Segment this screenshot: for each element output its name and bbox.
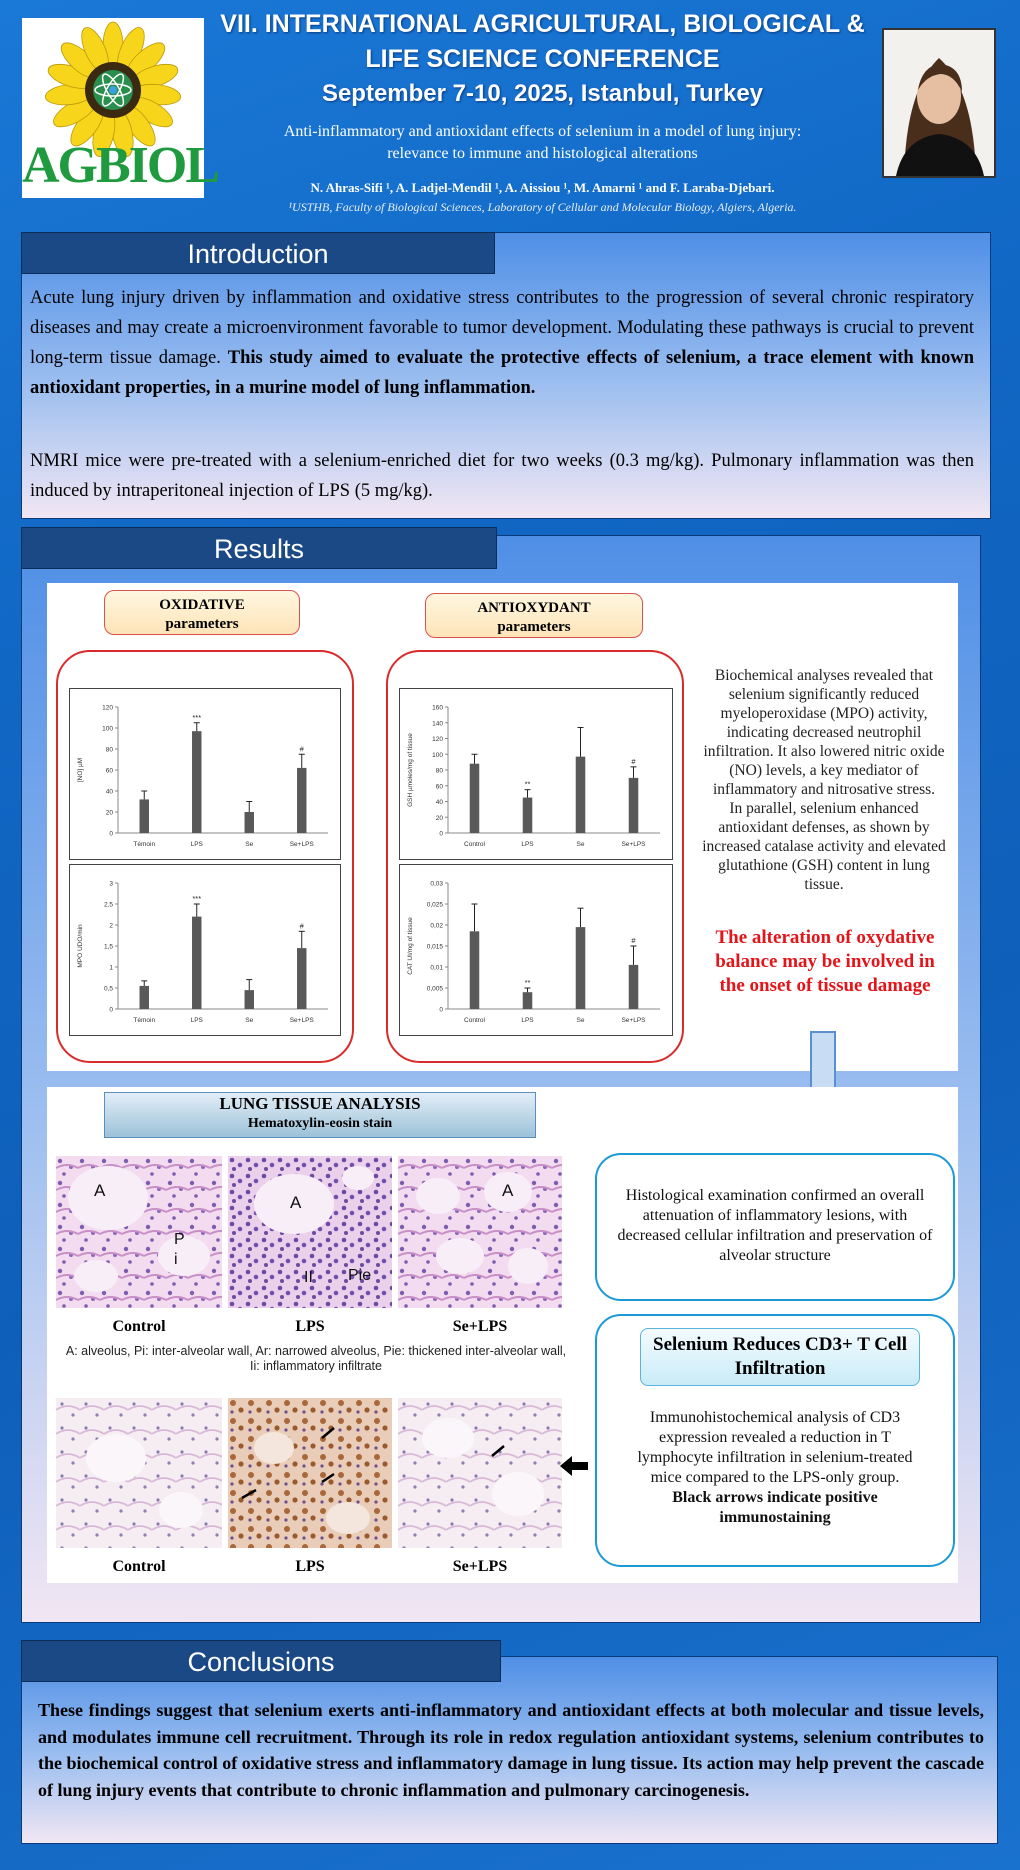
he-label-control: Control — [112, 1318, 166, 1335]
y-tick-label: 120 — [102, 704, 113, 712]
bar-se-lps — [629, 778, 639, 833]
x-tick-label: LPS — [521, 1017, 534, 1024]
cat-chart-svg — [400, 865, 672, 1035]
introduction-paragraph-1 — [30, 283, 974, 403]
y-axis-label: [NO] µM — [77, 757, 84, 783]
he-caption-line1: A: alveolus, Pi: inter-alveolar wall, Ar: narrowed alveolus, Pie: thickened inter-alveolar wall, — [65, 1344, 567, 1358]
introduction-paragraph-2: NMRI mice were pre-treated with a selenium-enriched diet for two weeks (0.3 mg/kg). Pulmonary inflammation was then induced by intraperitoneal injection of LPS (5 mg/kg). — [30, 451, 974, 501]
y-tick-label: 80 — [105, 746, 113, 754]
x-tick-label: Control — [464, 841, 485, 848]
introduction-heading: Introduction — [21, 232, 495, 274]
intro-text-normal: Acute lung injury driven by inflammation and oxidative stress contributes to the progression of several chronic respiratory diseases and may create a microenvironment favorable to tumor development. Modulating these pathways is crucial to prevent long-term tissue damage. — [30, 288, 974, 368]
x-tick-label: Se — [576, 841, 585, 848]
intro-text-bold: This study aimed to evaluate the protective effects of selenium, a trace element with known antioxidant properties, in a murine model of lung inflammation. — [30, 348, 974, 398]
micro-letter-pi-1: P — [174, 1231, 185, 1248]
micro-letter-a: A — [290, 1193, 302, 1212]
ihc-label-control: Control — [112, 1558, 166, 1575]
conference-date: September 7-10, 2025, Istanbul, Turkey — [321, 80, 764, 107]
ihc-label-se-lps: Se+LPS — [452, 1558, 508, 1575]
poster-header — [0, 0, 1020, 225]
oxidative-label-line2: parameters — [165, 616, 239, 632]
x-tick-label: Témoin — [133, 841, 156, 848]
poster-title-line2: relevance to immune and histological alterations — [387, 145, 698, 162]
x-tick-label: Se — [245, 1017, 254, 1024]
significance-label: ** — [524, 978, 531, 987]
y-tick-label: 140 — [432, 720, 443, 728]
y-tick-label: 0,025 — [426, 901, 443, 909]
oxidative-label-line1: OXIDATIVE — [159, 597, 245, 613]
x-tick-label: LPS — [190, 841, 203, 848]
he-se-lps-image — [398, 1156, 562, 1308]
bar-se-lps — [297, 948, 306, 1009]
x-tick-label: Témoin — [133, 1017, 156, 1024]
y-axis-label: GSH µmoles/mg of tissue — [407, 733, 414, 807]
biochemical-text-1: Biochemical analyses revealed that selenium significantly reduced myeloperoxidase (MPO) activity, indicating decreased neutrophil infiltration. It also lowered nitric oxide (NO) levels, a key mediator of inflammatory and nitrosative stress. — [703, 667, 945, 798]
significance-label: ** — [524, 779, 531, 789]
bar-se-lps — [297, 768, 306, 833]
ihc-label-lps: LPS — [295, 1558, 325, 1575]
y-tick-label: 0,03 — [430, 880, 443, 888]
micro-letter-ii: II — [304, 1269, 313, 1286]
biochemical-description — [701, 666, 947, 894]
bar-lps — [192, 917, 201, 1009]
results-heading: Results — [21, 527, 497, 569]
conclusions-text: These findings suggest that selenium exerts anti-inflammatory and antioxidant effects at both molecular and tissue levels, and modulates immune cell recruitment. Through its role in redox regulation antioxidant systems, selenium contributes to the biochemical control of oxidative stress and inflammatory damage in lung tissue. Its action may help prevent the cascade of lung injury events that contribute to chronic inflammation and pulmonary carcinogenesis. — [38, 1700, 984, 1800]
he-label-se-lps: Se+LPS — [452, 1318, 508, 1335]
y-tick-label: 0,005 — [426, 985, 443, 993]
he-lps-image — [228, 1156, 392, 1308]
y-tick-label: 20 — [435, 814, 443, 822]
conclusions-heading: Conclusions — [21, 1640, 501, 1682]
y-tick-label: 0,015 — [426, 943, 443, 951]
he-label-lps: LPS — [295, 1318, 325, 1335]
cd3-description — [620, 1408, 930, 1528]
y-tick-label: 40 — [435, 799, 443, 806]
micro-letter-a: A — [94, 1181, 106, 1200]
bar-se-lps — [629, 965, 639, 1009]
logo-text: AGBIOL — [22, 137, 219, 194]
author-photo — [882, 28, 996, 178]
authors: N. Ahras-Sifi ¹, A. Ladjel-Mendil ¹, A. Aissiou ¹, M. Amarni ¹ and F. Laraba-Djebari. — [310, 180, 775, 195]
y-tick-label: 0,02 — [430, 922, 443, 930]
y-tick-label: 0 — [109, 1006, 113, 1014]
bar-t-moin — [140, 799, 149, 833]
y-tick-label: 40 — [105, 788, 113, 796]
bar-se — [576, 927, 586, 1009]
biochemical-text-2: In parallel, selenium enhanced antioxidant defenses, as shown by increased catalase activity and elevated glutathione (GSH) content in lung tissue. — [702, 800, 946, 893]
y-tick-label: 60 — [435, 783, 443, 791]
x-tick-label: LPS — [190, 1017, 203, 1024]
y-tick-label: 0,01 — [430, 964, 443, 972]
ihc-lps-image — [228, 1398, 392, 1548]
y-tick-label: 0 — [439, 1006, 443, 1014]
bar-se — [245, 812, 254, 833]
y-tick-label: 0 — [439, 830, 443, 838]
mpo-chart-svg — [70, 865, 340, 1035]
y-tick-label: 0 — [109, 830, 113, 838]
x-tick-label: Se+LPS — [289, 1017, 314, 1024]
oxidative-parameters-label — [104, 590, 300, 635]
y-tick-label: 100 — [432, 751, 443, 759]
cd3-arrows-note: Black arrows indicate positive immunostaining — [672, 1489, 878, 1526]
y-tick-label: 3 — [109, 880, 113, 888]
he-caption — [56, 1344, 576, 1374]
x-tick-label: Se — [576, 1017, 585, 1024]
cat-chart — [399, 864, 673, 1036]
micro-letter-pie: Pie — [348, 1267, 372, 1284]
ihc-se-lps-image — [398, 1398, 562, 1548]
x-tick-label: LPS — [521, 841, 534, 848]
significance-label: # — [299, 921, 304, 931]
significance-label: *** — [192, 712, 202, 722]
y-tick-label: 2 — [109, 922, 113, 930]
no-chart-svg — [70, 689, 340, 859]
left-arrow-icon — [560, 1454, 590, 1478]
mpo-chart — [69, 864, 341, 1036]
y-tick-label: 2,5 — [103, 901, 113, 909]
significance-label: # — [631, 756, 636, 766]
micro-letter-a: A — [502, 1181, 514, 1200]
bar-se — [245, 990, 254, 1009]
x-tick-label: Control — [464, 1017, 485, 1024]
y-tick-label: 80 — [435, 767, 443, 775]
y-tick-label: 160 — [432, 704, 443, 712]
gsh-chart-svg — [400, 689, 672, 859]
y-tick-label: 1,5 — [103, 943, 113, 951]
antioxidant-label-line2: parameters — [497, 619, 571, 635]
significance-label: *** — [192, 894, 202, 903]
bar-t-moin — [140, 986, 149, 1009]
poster-title-line1: Anti-inflammatory and antioxidant effects of selenium in a model of lung injury: — [283, 123, 802, 140]
cd3-title: Selenium Reduces CD3+ T Cell Infiltration — [640, 1328, 920, 1386]
gsh-chart — [399, 688, 673, 860]
bar-lps — [523, 992, 533, 1009]
micro-letter-pi-2: i — [174, 1251, 178, 1268]
author-portrait-icon — [884, 30, 994, 176]
x-tick-label: Se+LPS — [289, 841, 314, 848]
alteration-statement: The alteration of oxydative balance may be involved in the onset of tissue damage — [715, 927, 935, 996]
bar-lps — [192, 731, 201, 833]
significance-label: # — [299, 744, 304, 754]
no-chart — [69, 688, 341, 860]
antioxidant-label-line1: ANTIOXYDANT — [477, 600, 591, 616]
y-axis-label: MPO UDO/min — [77, 924, 84, 968]
he-control-image — [56, 1156, 222, 1308]
significance-label: # — [631, 936, 636, 945]
affiliation: ¹USTHB, Faculty of Biological Sciences, Laboratory of Cellular and Molecular Biology, Algiers, Algeria. — [288, 200, 797, 214]
agbiol-logo — [22, 18, 219, 198]
bar-lps — [523, 798, 533, 833]
conference-title-line1: VII. INTERNATIONAL AGRICULTURAL, BIOLOGICAL & — [220, 10, 865, 38]
y-axis-label: CAT UI/mg of tissue — [407, 917, 414, 975]
y-tick-label: 60 — [105, 767, 113, 775]
he-caption-line2: Ii: inflammatory infiltrate — [250, 1359, 382, 1373]
histology-text: Histological examination confirmed an overall attenuation of inflammatory lesions, with decreased cellular infiltration and preservation of alveolar structure — [617, 1187, 933, 1264]
bar-se — [576, 757, 586, 833]
y-tick-label: 100 — [102, 725, 113, 733]
y-tick-label: 20 — [105, 809, 113, 817]
cd3-text: Immunohistochemical analysis of CD3 expression revealed a reduction in T lymphocyte infiltration in selenium-treated mice compared to the LPS-only group. — [637, 1409, 913, 1486]
ihc-control-image — [56, 1398, 222, 1548]
x-tick-label: Se+LPS — [621, 841, 646, 848]
bar-control — [470, 764, 480, 833]
lung-subtitle-text: Hematoxylin-eosin stain — [247, 1116, 393, 1131]
conference-title-line2: LIFE SCIENCE CONFERENCE — [365, 45, 720, 73]
antioxidant-parameters-label — [425, 593, 643, 638]
y-tick-label: 120 — [432, 736, 443, 743]
lung-tissue-title — [104, 1092, 536, 1138]
x-tick-label: Se — [245, 841, 254, 848]
y-tick-label: 0,5 — [103, 985, 113, 993]
bar-control — [470, 931, 480, 1009]
lung-title-text: LUNG TISSUE ANALYSIS — [219, 1094, 421, 1113]
y-tick-label: 1 — [109, 964, 113, 972]
x-tick-label: Se+LPS — [621, 1017, 646, 1024]
